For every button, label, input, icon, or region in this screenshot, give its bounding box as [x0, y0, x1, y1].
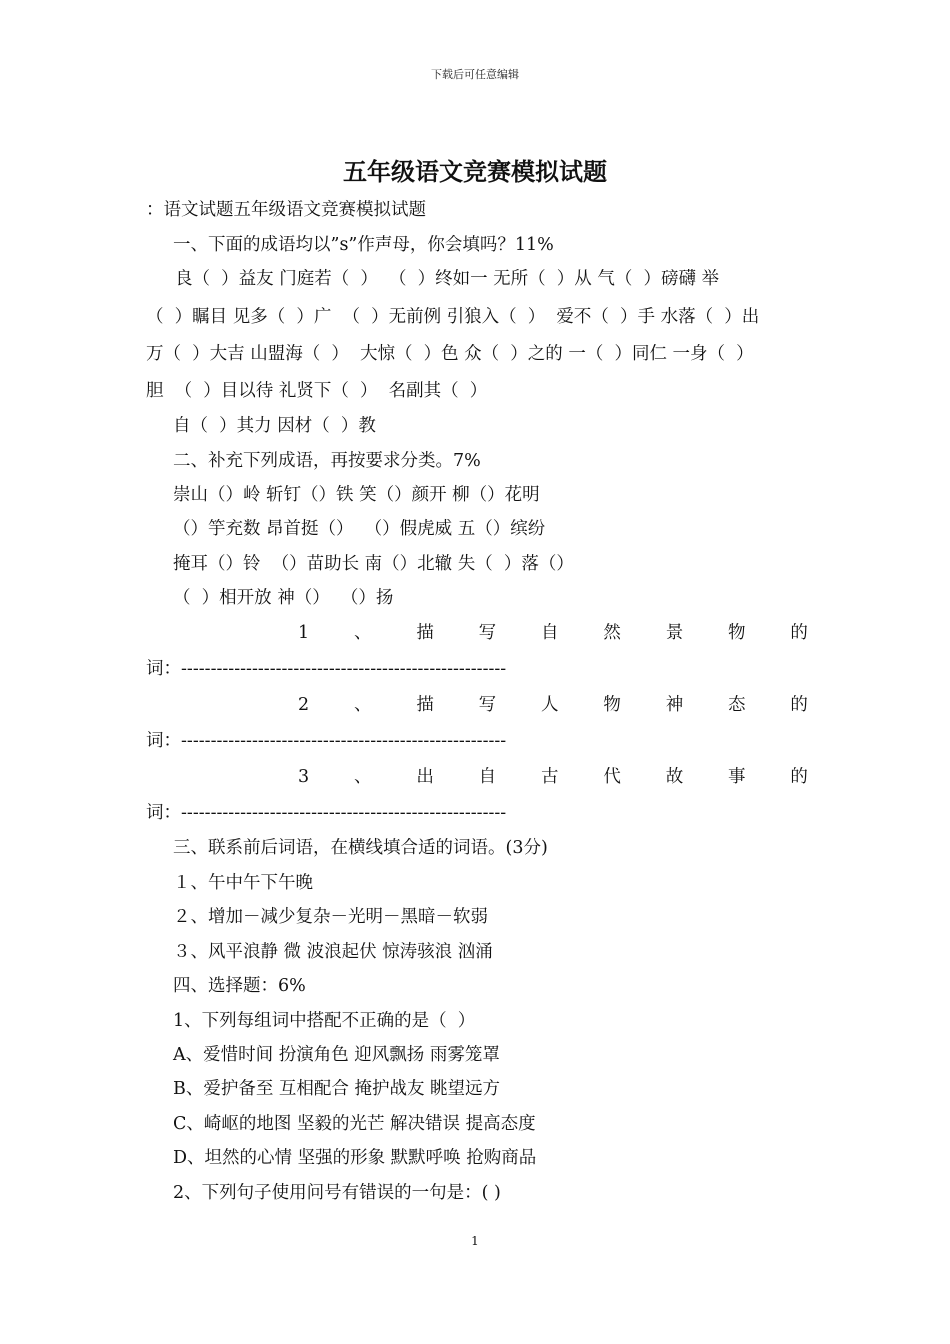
section3-row: ２、增加－减少复杂－光明－黑暗－软弱: [173, 907, 488, 927]
category-char: 的: [790, 623, 808, 643]
category-char: 古: [541, 767, 559, 787]
category-char: 物: [603, 695, 621, 715]
option-d: D、坦然的心情 坚强的形象 默默呼唤 抢购商品: [173, 1148, 537, 1168]
category-char: 自: [541, 623, 559, 643]
section2-heading: 二、补充下列成语，再按要求分类。7%: [173, 451, 481, 471]
document-title: 五年级语文竞赛模拟试题: [343, 157, 607, 186]
category-3-label: [298, 765, 808, 789]
category-2-answer-line: 词：-------------------------------------------------------: [146, 731, 507, 751]
category-char: 事: [728, 767, 746, 787]
section2-row: （）竽充数 昂首挺（） （）假虎威 五（）缤纷: [173, 519, 546, 539]
section2-row: 崇山（）岭 斩钉（）铁 笑（）颜开 柳（）花明: [173, 485, 540, 505]
category-char: 描: [416, 623, 434, 643]
section1-row: 胆 （ ）目以待 礼贤下（ ） 名副其（ ）: [146, 381, 488, 401]
category-char: 写: [478, 623, 497, 643]
category-char: 写: [478, 695, 497, 715]
section1-row: 自（ ）其力 因材（ ）教: [173, 416, 376, 436]
category-char: 然: [603, 623, 621, 643]
section1-row: 万（ ）大吉 山盟海（ ） 大惊（ ）色 众（ ）之的 一（ ）同仁 一身（ ）: [146, 344, 754, 364]
option-c: C、崎岖的地图 坚毅的光芒 解决错误 提高态度: [173, 1114, 536, 1134]
section1-row: 良（ ）益友 门庭若（ ） （ ）终如一 无所（ ）从 气（ ）磅礴 举: [175, 269, 720, 289]
section3-heading: 三、联系前后词语，在横线填合适的词语。(3分): [173, 838, 548, 858]
category-char: 的: [790, 695, 808, 715]
category-char: 3: [298, 767, 310, 787]
category-char: 、: [353, 695, 372, 715]
category-char: 态: [728, 695, 746, 715]
category-char: 物: [728, 623, 746, 643]
category-char: 1: [298, 623, 310, 643]
category-2-label: [298, 693, 808, 717]
category-char: 的: [790, 767, 808, 787]
option-a: A、爱惜时间 扮演角色 迎风飘扬 雨雾笼罩: [173, 1045, 500, 1065]
category-char: 出: [416, 767, 434, 787]
category-char: 2: [298, 695, 310, 715]
category-char: 、: [353, 623, 372, 643]
category-3-answer-line: 词：-------------------------------------------------------: [146, 803, 507, 823]
question-2: 2、下列句子使用问号有错误的一句是：( ): [173, 1183, 501, 1203]
category-char: 神: [665, 695, 684, 715]
question-1: 1、下列每组词中搭配不正确的是（ ）: [173, 1011, 476, 1031]
category-char: 故: [665, 767, 684, 787]
section1-heading: 一、下面的成语均以”s”作声母，你会填吗？11%: [173, 235, 554, 255]
category-char: 自: [478, 767, 497, 787]
section3-row: １、午中午下午晚: [173, 873, 313, 893]
section1-row: （ ）瞩目 见多（ ）广 （ ）无前例 引狼入（ ） 爱不（ ）手 水落（ ）出: [146, 307, 760, 327]
section3-row: ３、风平浪静 微 波浪起伏 惊涛骇浪 汹涌: [173, 942, 493, 962]
category-char: 代: [603, 767, 621, 787]
category-1-answer-line: 词：-------------------------------------------------------: [146, 659, 507, 679]
page-number: 1: [471, 1234, 479, 1248]
category-1-label: [298, 621, 808, 645]
category-char: 、: [353, 767, 372, 787]
option-b: B、爱护备至 互相配合 掩护战友 眺望远方: [173, 1079, 501, 1099]
section4-heading: 四、选择题：6%: [173, 976, 306, 996]
category-char: 描: [416, 695, 434, 715]
subtitle: ：语文试题五年级语文竞赛模拟试题: [146, 200, 426, 220]
category-char: 景: [665, 623, 684, 643]
section2-row: （ ）相开放 神（） （）扬: [173, 588, 394, 608]
section2-row: 掩耳（）铃 （）苗助长 南（）北辙 失（ ）落（）: [173, 554, 574, 574]
page-header-note: 下载后可任意编辑: [431, 68, 519, 81]
category-char: 人: [541, 695, 559, 715]
